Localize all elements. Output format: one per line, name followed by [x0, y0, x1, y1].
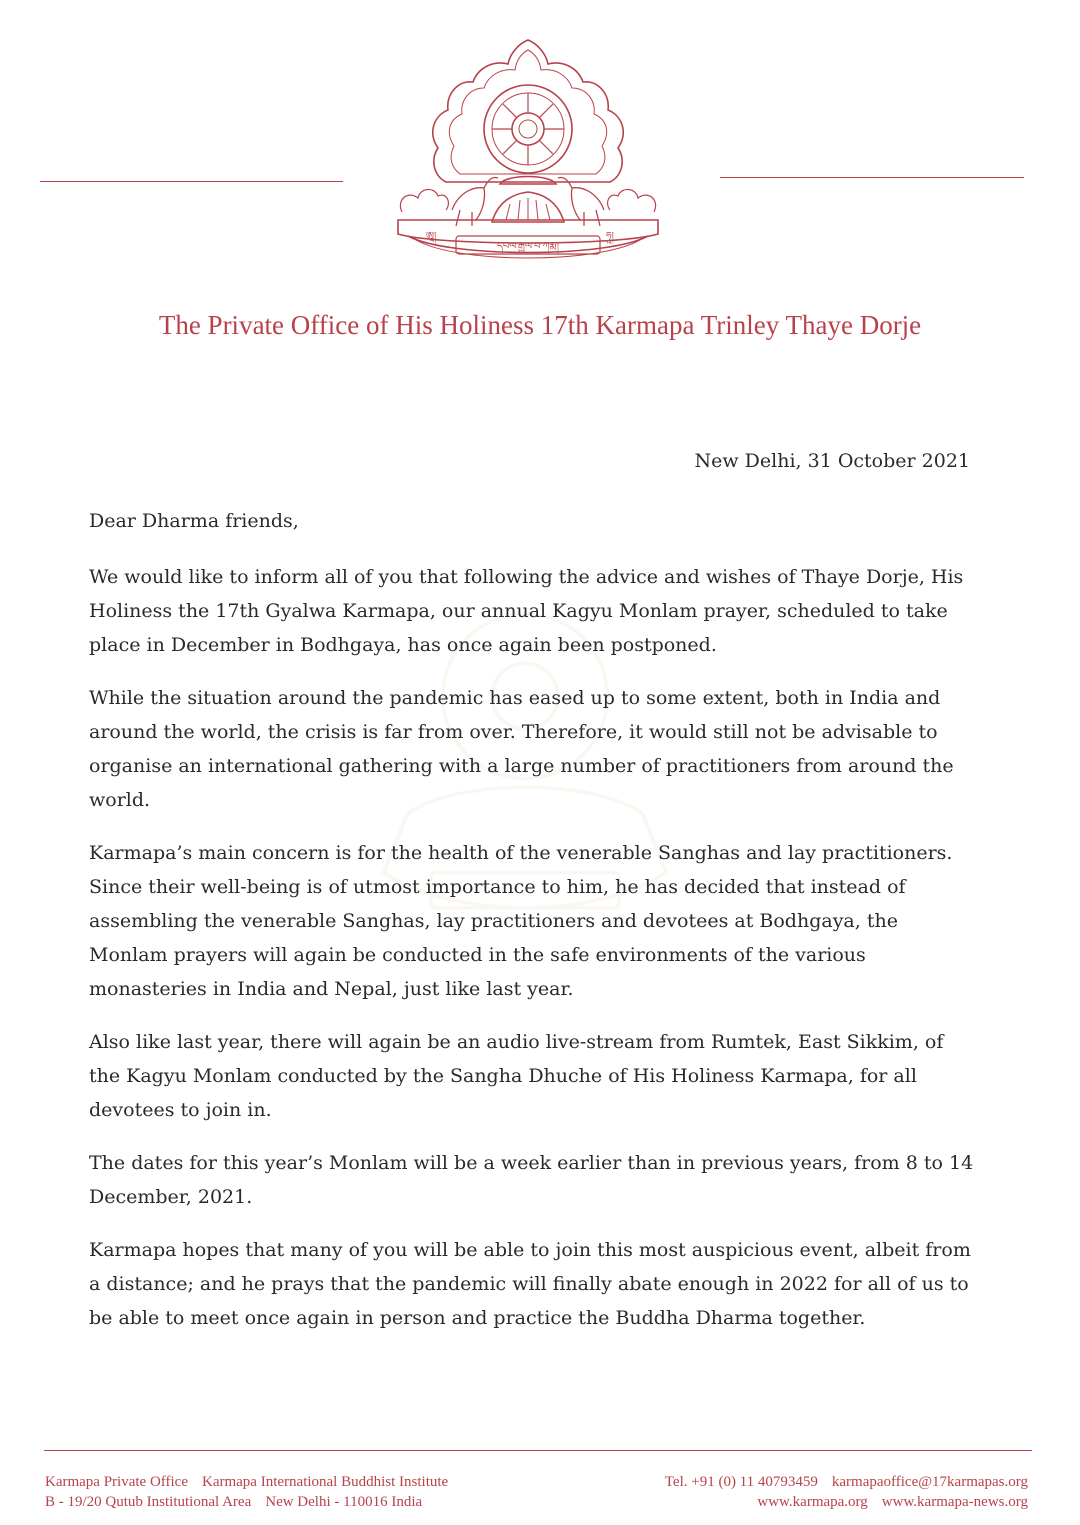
- header-rule-right: [720, 177, 1024, 178]
- paragraph-1: We would like to inform all of you that following the advice and wishes of Thaye Dorje, His Holiness the 17th Gyalwa Karmapa, our annual Kagyu Monlam prayer, scheduled to take place in December in Bodhgaya, has once again been postponed.: [89, 566, 964, 656]
- dateline: New Delhi, 31 October 2021: [694, 450, 970, 472]
- footer-email[interactable]: karmapaoffice@17karmapas.org: [831, 1474, 1028, 1490]
- paragraph-5: The dates for this year’s Monlam will be a week earlier than in previous years, from 8 to 14 December, 2021.: [89, 1152, 974, 1208]
- paragraph-6: Karmapa hopes that many of you will be able to join this most auspicious event, albeit from a distance; and he prays that the pandemic will finally abate enough in 2022 for all of us to be able to meet once again in person and practice the Buddha Dharma together.: [89, 1239, 971, 1329]
- footer-street: B - 19/20 Qutub Institutional Area: [45, 1494, 252, 1510]
- emblem-tag-center: དཔལ་རྒྱལ་བ་ཀརྨ།: [497, 241, 559, 252]
- salutation: Dear Dharma friends,: [89, 510, 299, 532]
- letter-body: [89, 560, 974, 1354]
- paragraph-2: While the situation around the pandemic has eased up to some extent, both in India and around the world, the crisis is far from over. Therefore, it would still not be advisable to organise an international gathering with a large number of practitioners from around the world.: [89, 687, 954, 811]
- footer-office: Karmapa Private Office: [45, 1474, 188, 1490]
- karmapa-seal-icon: [388, 34, 668, 262]
- paragraph-4: Also like last year, there will again be an audio live-stream from Rumtek, East Sikkim, of the Kagyu Monlam conducted by the Sangha Dhuche of His Holiness Karmapa, for all devotees to join in.: [89, 1031, 944, 1121]
- footer-address: [45, 1472, 448, 1512]
- emblem-tag-left: ཨཱ།: [426, 231, 437, 242]
- footer-city: New Delhi - 110016 India: [265, 1494, 423, 1510]
- footer-institute: Karmapa International Buddhist Institute: [202, 1474, 449, 1490]
- footer-contact: [665, 1472, 1028, 1512]
- header-rule-left: [40, 181, 343, 182]
- office-title: The Private Office of His Holiness 17th Karmapa Trinley Thaye Dorje: [158, 310, 922, 340]
- footer-web-2[interactable]: www.karmapa-news.org: [881, 1494, 1028, 1510]
- paragraph-3: Karmapa’s main concern is for the health of the venerable Sanghas and lay practitioners. Since their well-being is of utmost importance to him, he has decided that instead of assembling the venerable Sanghas, lay practitioners and devotees at Bodhgaya, the Monlam prayers will again be conducted in the safe environments of the various monasteries in India and Nepal, just like last year.: [89, 842, 953, 1000]
- emblem-tag-right: ཧཱ།: [606, 231, 614, 242]
- footer-tel: Tel. +91 (0) 11 40793459: [664, 1474, 818, 1490]
- footer-web-1[interactable]: www.karmapa.org: [757, 1494, 868, 1510]
- footer-rule: [44, 1450, 1032, 1451]
